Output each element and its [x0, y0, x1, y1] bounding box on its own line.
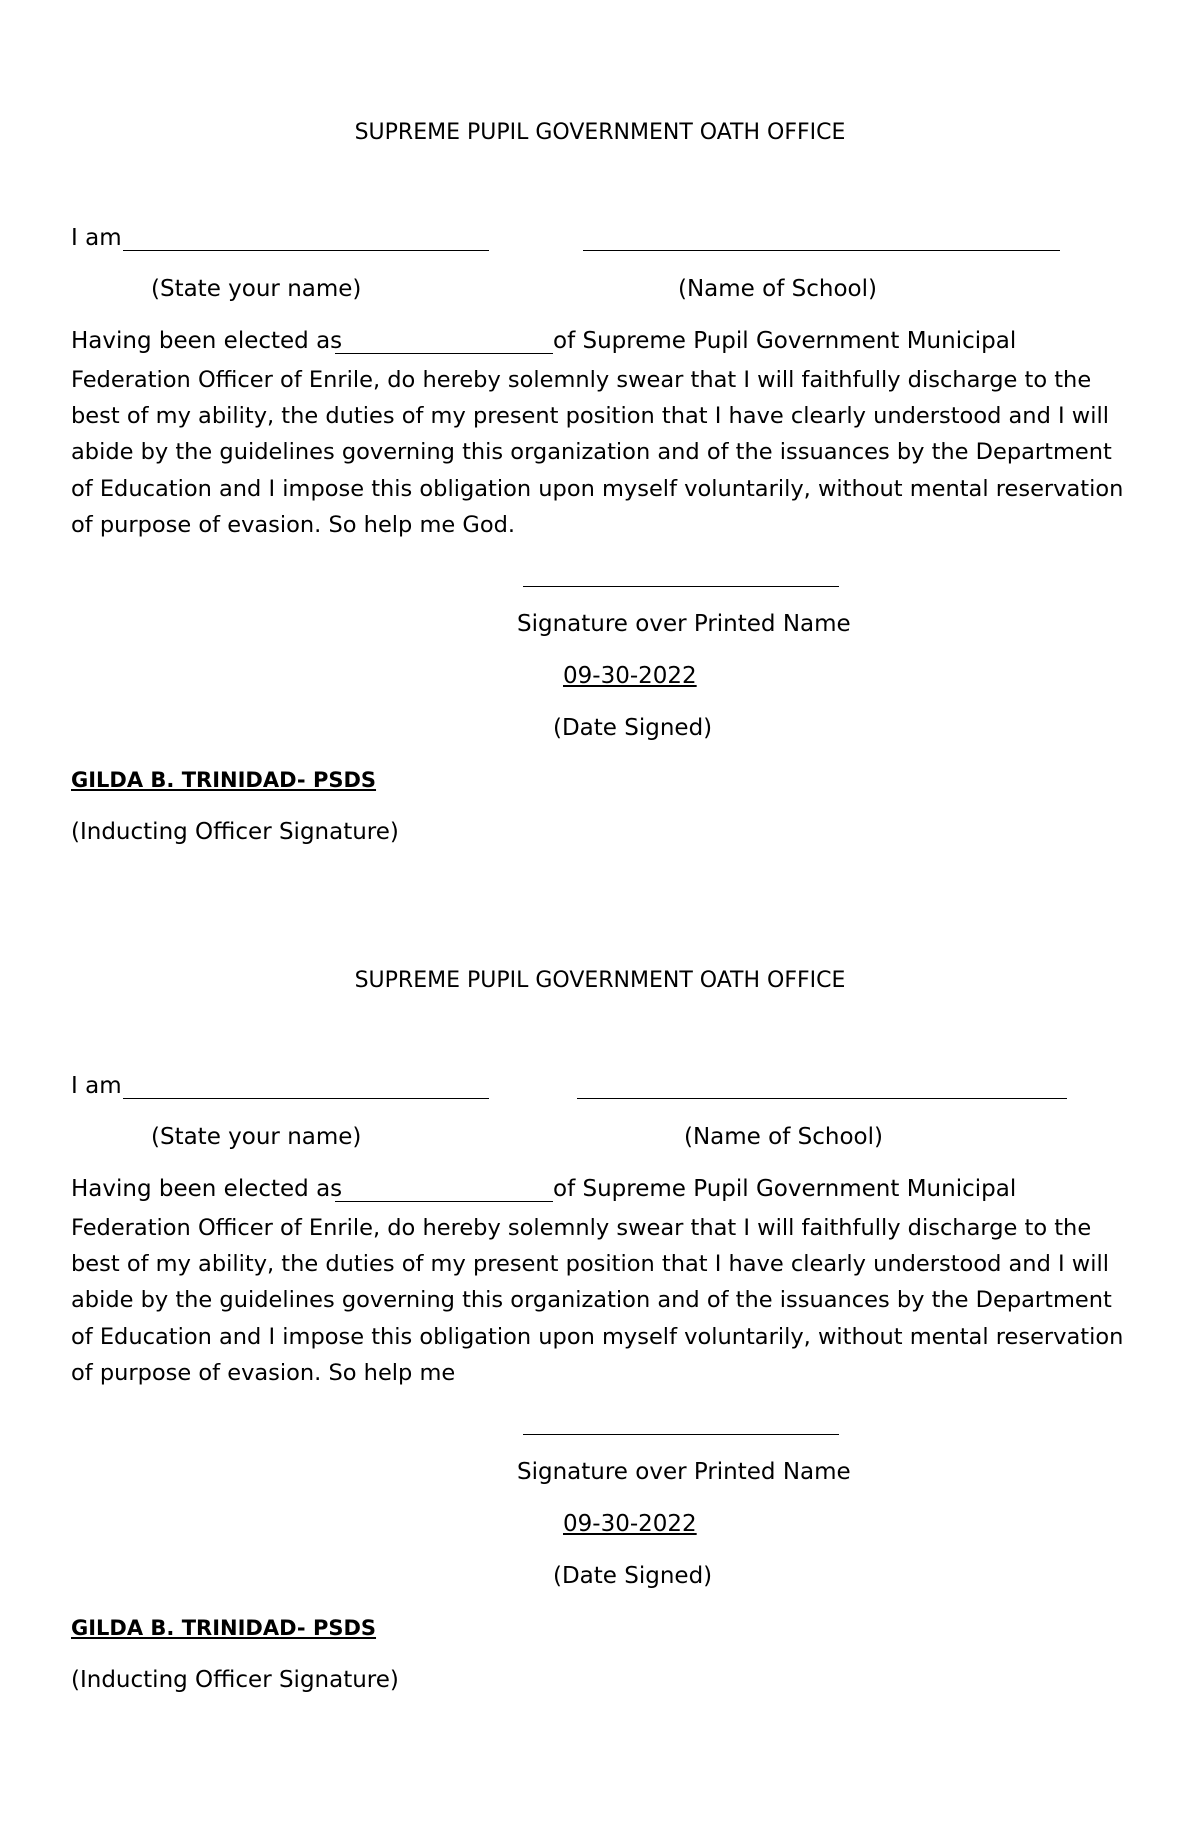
name-caption: (State your name)	[151, 276, 362, 302]
position-blank-line	[335, 353, 553, 354]
position-blank-line	[335, 1201, 553, 1202]
date-signed-label: (Date Signed)	[553, 1563, 713, 1589]
signature-line	[523, 1434, 839, 1435]
elected-prefix: Having been elected as	[71, 328, 343, 354]
elected-prefix: Having been elected as	[71, 1176, 343, 1202]
school-caption: (Name of School)	[678, 276, 877, 302]
form-title: SUPREME PUPIL GOVERNMENT OATH OFFICE	[354, 120, 846, 145]
date-signed-value: 09-30-2022	[563, 663, 697, 689]
elected-suffix: of Supreme Pupil Government Municipal	[553, 328, 1017, 354]
school-blank-line	[583, 250, 1060, 251]
name-caption: (State your name)	[151, 1124, 362, 1150]
date-signed-label: (Date Signed)	[553, 715, 713, 741]
elected-suffix: of Supreme Pupil Government Municipal	[553, 1176, 1017, 1202]
oath-paragraph: Federation Officer of Enrile, do hereby solemnly swear that I will faithfully discharge to the best of my ability, the duties of my present position that I have clearly understood and I will abide by the guidelines governing this organization and of the issuances by the Department of Education and I impose this obligation upon myself voluntarily, without mental reservation of purpose of evasion. So help me	[71, 1215, 1124, 1386]
inducting-officer-name: GILDA B. TRINIDAD- PSDS	[71, 1616, 377, 1640]
form-title: SUPREME PUPIL GOVERNMENT OATH OFFICE	[354, 968, 846, 993]
school-blank-line	[577, 1098, 1067, 1099]
oath-paragraph: Federation Officer of Enrile, do hereby solemnly swear that I will faithfully discharge to the best of my ability, the duties of my present position that I have clearly understood and I will abide by the guidelines governing this organization and of the issuances by the Department of Education and I impose this obligation upon myself voluntarily, without mental reservation of purpose of evasion. So help me God.	[71, 367, 1124, 538]
i-am-label: I am	[71, 225, 122, 251]
signature-label: Signature over Printed Name	[517, 611, 851, 637]
name-blank-line	[123, 250, 489, 251]
date-signed-value: 09-30-2022	[563, 1511, 697, 1537]
inducting-officer-label: (Inducting Officer Signature)	[71, 819, 399, 845]
signature-label: Signature over Printed Name	[517, 1459, 851, 1485]
inducting-officer-name: GILDA B. TRINIDAD- PSDS	[71, 768, 377, 792]
school-caption: (Name of School)	[684, 1124, 883, 1150]
name-blank-line	[123, 1098, 489, 1099]
inducting-officer-label: (Inducting Officer Signature)	[71, 1667, 399, 1693]
signature-line	[523, 586, 839, 587]
i-am-label: I am	[71, 1073, 122, 1099]
